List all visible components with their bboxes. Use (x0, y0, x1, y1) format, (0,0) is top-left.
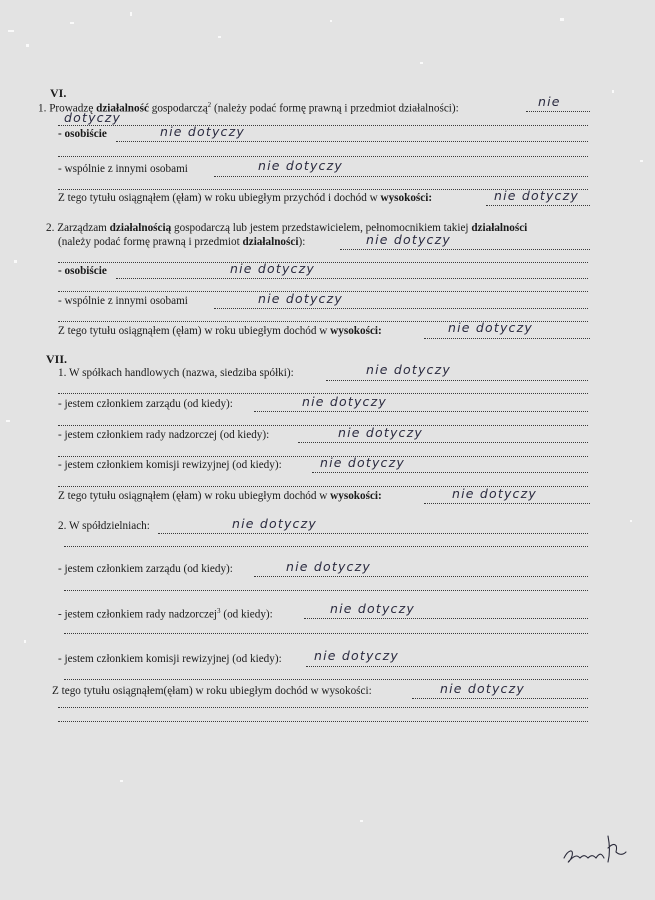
vi-item2-joint-answer: nie dotyczy (258, 291, 343, 306)
vi-item1-income-label: Z tego tytułu osiągnąłem (ęłam) w roku ubiegłym przychód i dochód w wysokości: (58, 192, 433, 204)
vi-item1-personal-label: - osobiście (58, 128, 107, 140)
vii-item2-supervisory-answer: nie dotyczy (330, 601, 415, 616)
vii-item1-board-label: - jestem członkiem zarządu (od kiedy): (58, 398, 233, 410)
section-vi-heading: VI. (50, 86, 67, 100)
vii-item2-audit-answer: nie dotyczy (314, 648, 399, 663)
vii-item2-board-label: - jestem członkiem zarządu (od kiedy): (58, 563, 233, 575)
vi-item2-joint-label: - wspólnie z innymi osobami (58, 295, 188, 307)
vi-item1-personal-answer: nie dotyczy (160, 124, 245, 139)
vii-item1-audit-label: - jestem członkiem komisji rewizyjnej (od kiedy): (58, 459, 282, 471)
vii-item1-income-label: Z tego tytułu osiągnąłem (ęłam) w roku ubiegłym dochód w wysokości: (58, 490, 382, 502)
vii-item1-income-answer: nie dotyczy (452, 486, 537, 501)
vii-item1-label: 1. W spółkach handlowych (nazwa, siedziba spółki): (58, 367, 294, 379)
vi-item2-line2: (należy podać formę prawną i przedmiot działalności): (58, 236, 306, 248)
vi-item1-answer-a: nie (538, 94, 561, 109)
vi-item1-label: 1. Prowadzę działalność gospodarczą$^2$ (należy podać formę prawną i przedmiot działalności): (38, 101, 459, 115)
vii-item2-answer: nie dotyczy (232, 516, 317, 531)
vi-item1-income-answer: nie dotyczy (494, 188, 579, 203)
vii-item1-answer: nie dotyczy (366, 362, 451, 377)
vi-item1-joint-answer: nie dotyczy (258, 158, 343, 173)
vii-item1-supervisory-answer: nie dotyczy (338, 425, 423, 440)
vi-item2-income-label: Z tego tytułu osiągnąłem (ęłam) w roku ubiegłym dochód w wysokości: (58, 325, 382, 337)
signature (560, 828, 630, 872)
vii-item1-audit-answer: nie dotyczy (320, 455, 405, 470)
vi-item1-joint-label: - wspólnie z innymi osobami (58, 163, 188, 175)
section-vii-heading: VII. (46, 352, 68, 366)
vi-item2-answer: nie dotyczy (366, 232, 451, 247)
vi-item2-personal-answer: nie dotyczy (230, 261, 315, 276)
vii-item2-audit-label: - jestem członkiem komisji rewizyjnej (od kiedy): (58, 653, 282, 665)
vii-item2-board-answer: nie dotyczy (286, 559, 371, 574)
vii-item2-income-answer: nie dotyczy (440, 681, 525, 696)
vii-item2-label: 2. W spółdzielniach: (58, 520, 150, 532)
vi-item2-personal-label: - osobiście (58, 265, 107, 277)
vi-item1-answer-b: dotyczy (64, 110, 122, 125)
vi-item2-line1: 2. Zarządzam działalnością gospodarczą lub jestem przedstawicielem, pełnomocnikiem takiej działalności (46, 222, 528, 234)
vii-item1-board-answer: nie dotyczy (302, 394, 387, 409)
vi-item2-income-answer: nie dotyczy (448, 320, 533, 335)
vii-item2-supervisory-label: - jestem członkiem rady nadzorczej$^3$ (od kiedy): (58, 607, 273, 621)
vii-item2-income-label: Z tego tytułu osiągnąłem(ęłam) w roku ubiegłym dochód w wysokości: (52, 685, 372, 697)
vii-item1-supervisory-label: - jestem członkiem rady nadzorczej (od kiedy): (58, 429, 270, 441)
